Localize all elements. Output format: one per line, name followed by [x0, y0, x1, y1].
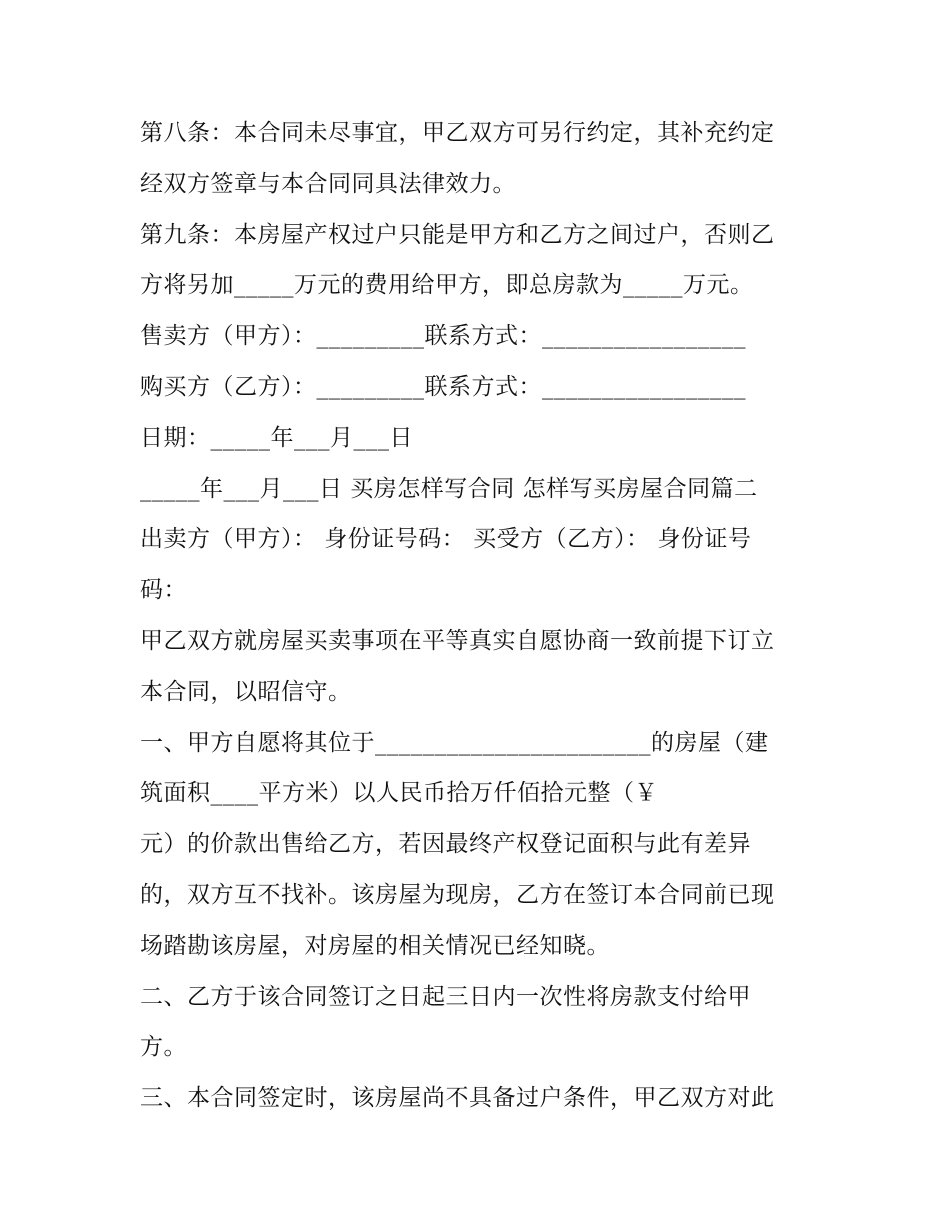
- article-1-line-3: 元）的价款出售给乙方，若因最终产权登记面积与此有差异: [140, 831, 751, 858]
- date-line: 日期：_____年___月___日: [140, 424, 413, 451]
- article-1-line-1: 一、甲方自愿将其位于_______________________的房屋（建: [140, 729, 769, 756]
- preamble-line-1: 甲乙双方就房屋买卖事项在平等真实自愿协商一致前提下订立: [140, 627, 775, 654]
- article-3-line-1: 三、本合同签定时，该房屋尚不具备过户条件，甲乙双方对此: [140, 1085, 775, 1112]
- clause-8-line-2: 经双方签章与本合同同具法律效力。: [140, 170, 516, 197]
- clause-9-line-2: 方将另加_____万元的费用给甲方，即总房款为_____万元。: [140, 272, 754, 299]
- parties-line-1: 出卖方（甲方）： 身份证号码： 买受方（乙方）： 身份证号: [140, 526, 752, 553]
- article-2-line-2: 方。: [140, 1034, 187, 1061]
- article-1-line-4: 的，双方互不找补。该房屋为现房，乙方在签订本合同前已现: [140, 881, 775, 908]
- article-1-line-2: 筑面积____平方米）以人民币拾万仟佰拾元整（￥: [140, 780, 658, 807]
- document-body: [140, 108, 820, 1124]
- section-heading-line: _____年___月___日 买房怎样写合同 怎样写买房屋合同篇二: [140, 475, 758, 502]
- article-1-line-5: 场踏勘该房屋，对房屋的相关情况已经知晓。: [140, 932, 610, 959]
- seller-signature-line: 售卖方（甲方）：_________联系方式：_________________: [140, 323, 746, 350]
- preamble-line-2: 本合同，以昭信守。: [140, 678, 352, 705]
- clause-9-line-1: 第九条：本房屋产权过户只能是甲方和乙方之间过户，否则乙: [140, 221, 775, 248]
- clause-8-line-1: 第八条：本合同未尽事宜，甲乙双方可另行约定，其补充约定: [140, 120, 775, 146]
- buyer-signature-line: 购买方（乙方）：_________联系方式：_________________: [140, 373, 746, 400]
- article-2-line-1: 二、乙方于该合同签订之日起三日内一次性将房款支付给甲: [140, 983, 751, 1010]
- parties-line-2: 码：: [140, 577, 187, 604]
